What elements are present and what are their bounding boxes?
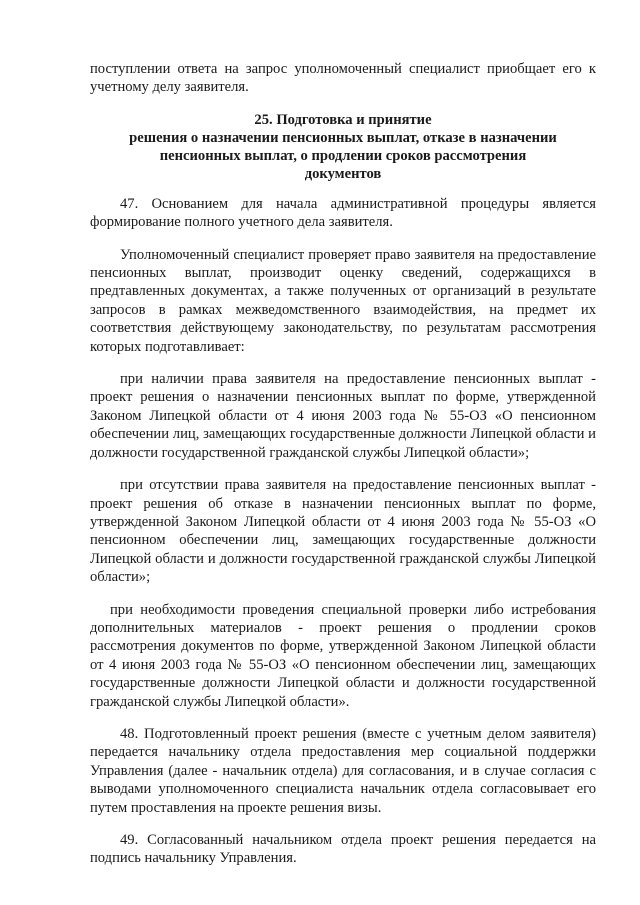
paragraph-specialist: Уполномоченный специалист проверяет право заявителя на предоставление пенсионных выплат, производит оценку сведений, содержащихся в предтавленных документах, а также полученных от организаций в результате запросов в рамках межведомственного взаимодействия, на предмет их соответствия действующему законодательству, по результатам рассмотрения которых подготавливает:: [90, 246, 596, 355]
section-heading: [90, 111, 596, 183]
document-page: [90, 60, 596, 868]
intro-paragraph: поступлении ответа на запрос уполномоченный специалист приобщает его к учетному делу заявителя.: [90, 61, 596, 96]
paragraph-48: 48. Подготовленный проект решения (вместе с учетным делом заявителя) передается начальнику отдела предоставления мер социальной поддержки Управления (далее - начальник отдела) для согласования, и в случае согласия с выводами уполномоченного специалиста начальник отдела согласовывает его путем проставления на проекте решения визы.: [90, 725, 596, 816]
section-heading-line-4: документов: [304, 165, 382, 182]
paragraph-49: 49. Согласованный начальником отдела проект решения передается на подпись начальнику Управления.: [90, 832, 596, 867]
paragraph-case-extension: при необходимости проведения специальной проверки либо истребования дополнительных материалов - проект решения о продлении сроков рассмотрения документов по форме, утвержденной Законом Липецкой области от 4 июня 2003 года № 55-ОЗ «О пенсионном обеспечении лиц, замещающих государственные должности Липецкой области и должности государственной гражданской службы Липецкой области».: [90, 601, 596, 710]
section-heading-line-2: решения о назначении пенсионных выплат, отказе в назначении: [129, 129, 557, 146]
paragraph-case-no-right: при отсутствии права заявителя на предоставление пенсионных выплат - проект решения об отказе в назначении пенсионных выплат по форме, утвержденной Законом Липецкой области от 4 июня 2003 года № 55-ОЗ «О пенсионном обеспечении лиц, замещающих государственные должности Липецкой области и должности государственной гражданской службы Липецкой области»;: [90, 477, 596, 586]
section-heading-line-1: 25. Подготовка и принятие: [254, 111, 432, 128]
paragraph-47: 47. Основанием для начала административной процедуры является формирование полного учетного дела заявителя.: [90, 195, 596, 231]
paragraph-case-right: при наличии права заявителя на предоставление пенсионных выплат - проект решения о назначении пенсионных выплат по форме, утвержденной Законом Липецкой области от 4 июня 2003 года № 55-ОЗ «О пенсионном обеспечении лиц, замещающих государственные должности Липецкой области и должности государственной гражданской службы Липецкой области»;: [90, 371, 596, 461]
section-heading-line-3: пенсионных выплат, о продлении сроков рассмотрения: [159, 147, 527, 164]
